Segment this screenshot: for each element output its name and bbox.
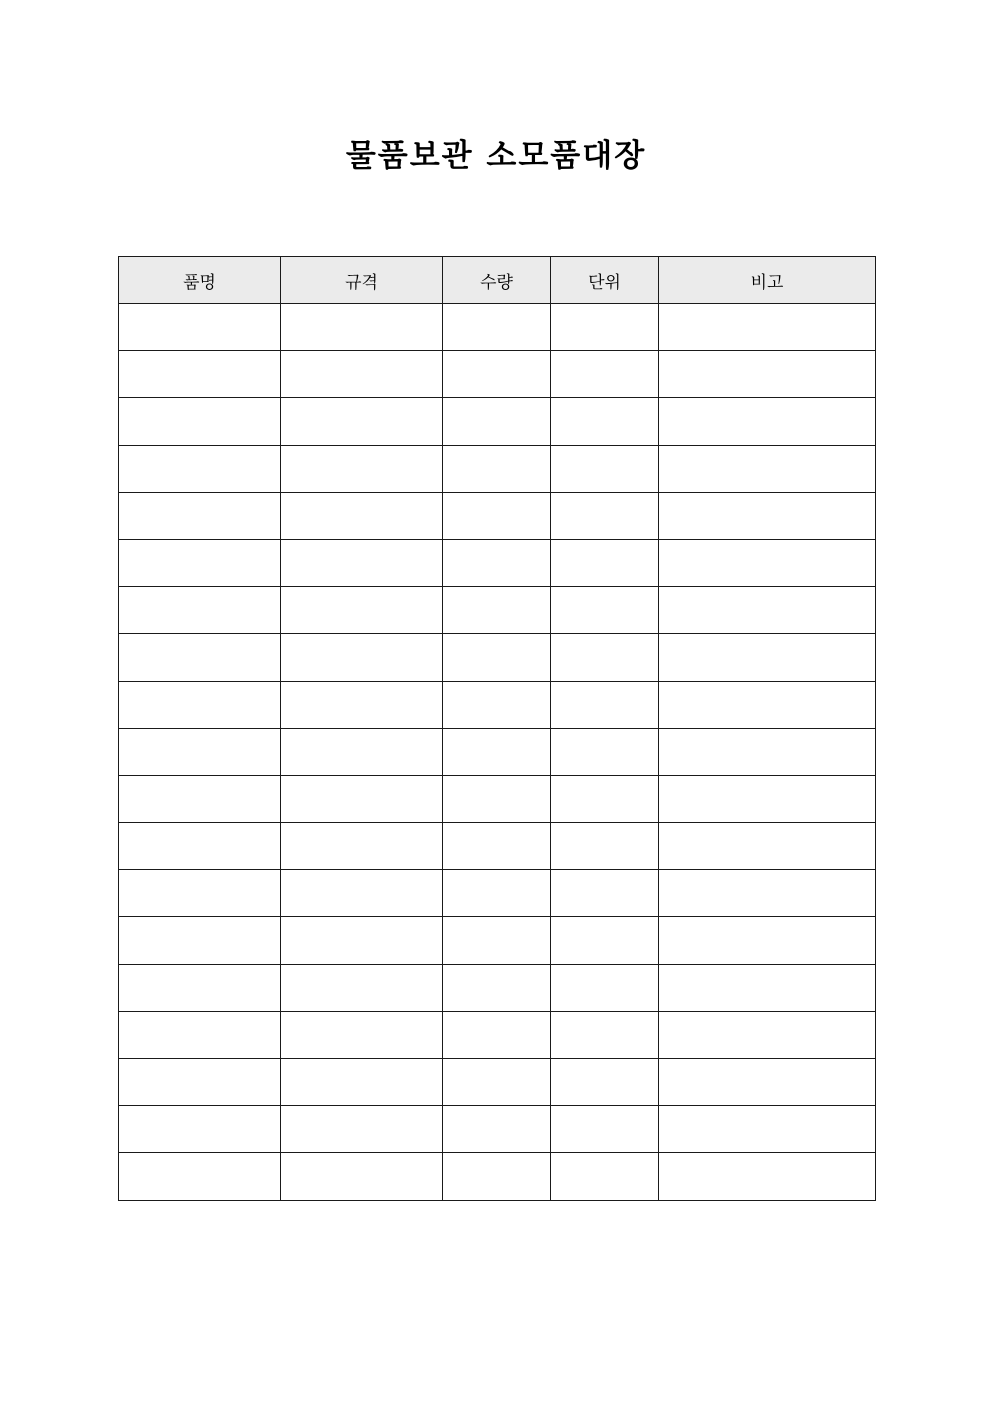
cell-quantity[interactable] bbox=[443, 398, 551, 445]
cell-unit[interactable] bbox=[551, 398, 659, 445]
cell-unit[interactable] bbox=[551, 304, 659, 351]
table-row bbox=[119, 1106, 876, 1153]
cell-remarks[interactable] bbox=[659, 728, 876, 775]
cell-spec[interactable] bbox=[281, 398, 443, 445]
cell-quantity[interactable] bbox=[443, 539, 551, 586]
cell-quantity[interactable] bbox=[443, 304, 551, 351]
table-row bbox=[119, 398, 876, 445]
table-row bbox=[119, 1153, 876, 1200]
cell-unit[interactable] bbox=[551, 823, 659, 870]
cell-spec[interactable] bbox=[281, 634, 443, 681]
cell-quantity[interactable] bbox=[443, 1059, 551, 1106]
cell-unit[interactable] bbox=[551, 587, 659, 634]
cell-item-name[interactable] bbox=[119, 775, 281, 822]
cell-remarks[interactable] bbox=[659, 445, 876, 492]
cell-quantity[interactable] bbox=[443, 775, 551, 822]
cell-remarks[interactable] bbox=[659, 492, 876, 539]
cell-unit[interactable] bbox=[551, 351, 659, 398]
cell-quantity[interactable] bbox=[443, 964, 551, 1011]
cell-quantity[interactable] bbox=[443, 445, 551, 492]
cell-item-name[interactable] bbox=[119, 1011, 281, 1058]
cell-spec[interactable] bbox=[281, 445, 443, 492]
cell-remarks[interactable] bbox=[659, 1059, 876, 1106]
cell-item-name[interactable] bbox=[119, 1153, 281, 1200]
cell-item-name[interactable] bbox=[119, 870, 281, 917]
cell-unit[interactable] bbox=[551, 1011, 659, 1058]
cell-spec[interactable] bbox=[281, 1153, 443, 1200]
ledger-body bbox=[119, 304, 876, 1201]
table-row bbox=[119, 1011, 876, 1058]
cell-spec[interactable] bbox=[281, 539, 443, 586]
cell-quantity[interactable] bbox=[443, 681, 551, 728]
cell-unit[interactable] bbox=[551, 445, 659, 492]
cell-unit[interactable] bbox=[551, 681, 659, 728]
table-row bbox=[119, 304, 876, 351]
cell-item-name[interactable] bbox=[119, 964, 281, 1011]
cell-spec[interactable] bbox=[281, 492, 443, 539]
table-row bbox=[119, 351, 876, 398]
cell-item-name[interactable] bbox=[119, 1106, 281, 1153]
cell-item-name[interactable] bbox=[119, 634, 281, 681]
cell-remarks[interactable] bbox=[659, 964, 876, 1011]
cell-remarks[interactable] bbox=[659, 304, 876, 351]
cell-item-name[interactable] bbox=[119, 492, 281, 539]
cell-unit[interactable] bbox=[551, 1106, 659, 1153]
table-row bbox=[119, 964, 876, 1011]
cell-item-name[interactable] bbox=[119, 728, 281, 775]
cell-remarks[interactable] bbox=[659, 587, 876, 634]
cell-spec[interactable] bbox=[281, 1059, 443, 1106]
cell-quantity[interactable] bbox=[443, 1106, 551, 1153]
cell-item-name[interactable] bbox=[119, 587, 281, 634]
table-row bbox=[119, 539, 876, 586]
cell-remarks[interactable] bbox=[659, 351, 876, 398]
cell-item-name[interactable] bbox=[119, 917, 281, 964]
table-row bbox=[119, 681, 876, 728]
cell-remarks[interactable] bbox=[659, 775, 876, 822]
header-quantity: 수량 bbox=[443, 257, 551, 304]
header-item-name: 품명 bbox=[119, 257, 281, 304]
cell-spec[interactable] bbox=[281, 351, 443, 398]
cell-remarks[interactable] bbox=[659, 1153, 876, 1200]
table-row bbox=[119, 445, 876, 492]
cell-unit[interactable] bbox=[551, 728, 659, 775]
cell-quantity[interactable] bbox=[443, 1011, 551, 1058]
header-spec: 규격 bbox=[281, 257, 443, 304]
cell-remarks[interactable] bbox=[659, 1011, 876, 1058]
cell-remarks[interactable] bbox=[659, 634, 876, 681]
cell-remarks[interactable] bbox=[659, 1106, 876, 1153]
cell-spec[interactable] bbox=[281, 823, 443, 870]
cell-spec[interactable] bbox=[281, 587, 443, 634]
cell-item-name[interactable] bbox=[119, 398, 281, 445]
table-row bbox=[119, 492, 876, 539]
cell-spec[interactable] bbox=[281, 1011, 443, 1058]
cell-unit[interactable] bbox=[551, 870, 659, 917]
cell-remarks[interactable] bbox=[659, 917, 876, 964]
cell-remarks[interactable] bbox=[659, 870, 876, 917]
cell-quantity[interactable] bbox=[443, 492, 551, 539]
cell-remarks[interactable] bbox=[659, 539, 876, 586]
cell-unit[interactable] bbox=[551, 964, 659, 1011]
cell-remarks[interactable] bbox=[659, 398, 876, 445]
ledger-table bbox=[118, 256, 876, 1201]
cell-unit[interactable] bbox=[551, 775, 659, 822]
table-row bbox=[119, 587, 876, 634]
cell-unit[interactable] bbox=[551, 1059, 659, 1106]
table-row bbox=[119, 728, 876, 775]
cell-quantity[interactable] bbox=[443, 351, 551, 398]
header-row bbox=[119, 257, 876, 304]
cell-remarks[interactable] bbox=[659, 681, 876, 728]
cell-quantity[interactable] bbox=[443, 1153, 551, 1200]
cell-quantity[interactable] bbox=[443, 728, 551, 775]
cell-spec[interactable] bbox=[281, 964, 443, 1011]
page-title: 물품보관 소모품대장 bbox=[345, 138, 647, 174]
cell-item-name[interactable] bbox=[119, 539, 281, 586]
table-row bbox=[119, 917, 876, 964]
header-remarks: 비고 bbox=[659, 257, 876, 304]
cell-unit[interactable] bbox=[551, 492, 659, 539]
cell-item-name[interactable] bbox=[119, 1059, 281, 1106]
cell-unit[interactable] bbox=[551, 634, 659, 681]
cell-unit[interactable] bbox=[551, 1153, 659, 1200]
cell-unit[interactable] bbox=[551, 539, 659, 586]
cell-spec[interactable] bbox=[281, 917, 443, 964]
cell-item-name[interactable] bbox=[119, 351, 281, 398]
header-unit: 단위 bbox=[551, 257, 659, 304]
cell-item-name[interactable] bbox=[119, 823, 281, 870]
table-row bbox=[119, 870, 876, 917]
cell-item-name[interactable] bbox=[119, 445, 281, 492]
cell-quantity[interactable] bbox=[443, 634, 551, 681]
table-row bbox=[119, 634, 876, 681]
cell-spec[interactable] bbox=[281, 304, 443, 351]
cell-spec[interactable] bbox=[281, 1106, 443, 1153]
cell-item-name[interactable] bbox=[119, 681, 281, 728]
cell-spec[interactable] bbox=[281, 870, 443, 917]
cell-unit[interactable] bbox=[551, 917, 659, 964]
cell-quantity[interactable] bbox=[443, 823, 551, 870]
cell-remarks[interactable] bbox=[659, 823, 876, 870]
cell-quantity[interactable] bbox=[443, 870, 551, 917]
cell-spec[interactable] bbox=[281, 728, 443, 775]
table-row bbox=[119, 1059, 876, 1106]
cell-item-name[interactable] bbox=[119, 304, 281, 351]
table-row bbox=[119, 823, 876, 870]
table-row bbox=[119, 775, 876, 822]
cell-spec[interactable] bbox=[281, 775, 443, 822]
cell-spec[interactable] bbox=[281, 681, 443, 728]
cell-quantity[interactable] bbox=[443, 917, 551, 964]
cell-quantity[interactable] bbox=[443, 587, 551, 634]
